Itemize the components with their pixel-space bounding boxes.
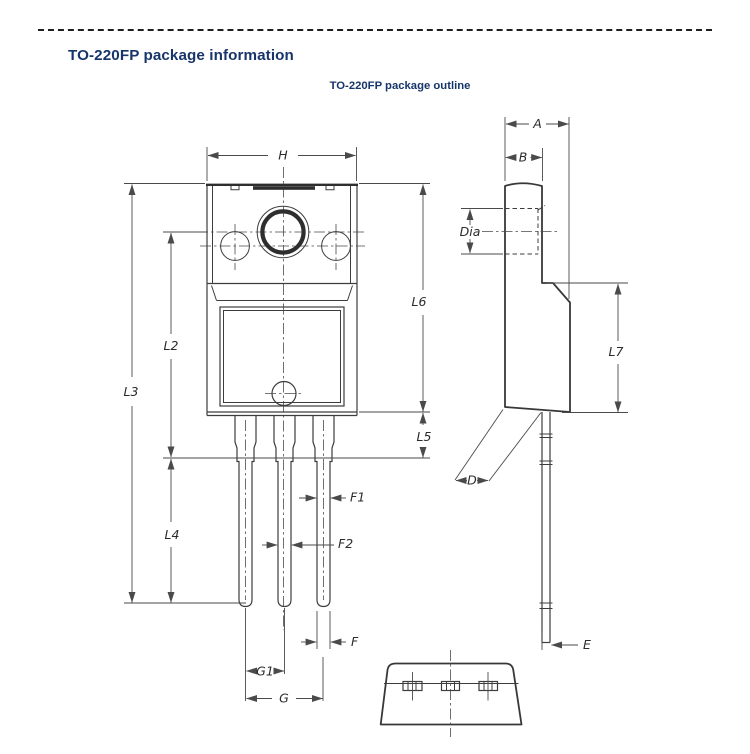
dim-label-l5: L5: [416, 429, 432, 444]
side-lead: [540, 412, 553, 643]
dim-label-dia: Dia: [459, 224, 481, 239]
front-dimensions: [124, 147, 432, 706]
dim-label-h: H: [278, 147, 288, 163]
bottom-view: [381, 650, 522, 737]
mold-face-inner: [224, 311, 341, 403]
tab-notch-left: [231, 186, 239, 190]
dim-label-f2: F2: [338, 536, 354, 551]
dim-label-l6: L6: [411, 294, 427, 309]
lead-2: [274, 416, 295, 607]
front-leads: [235, 416, 334, 607]
dim-label-a: A: [533, 116, 542, 131]
dim-label-l3: L3: [123, 384, 139, 399]
figure-caption: TO-220FP package outline: [329, 80, 471, 92]
page-title: TO-220FP package information: [68, 47, 294, 64]
dim-label-e: E: [583, 637, 591, 652]
dim-label-f: F: [351, 634, 359, 649]
dim-label-g1: G1: [256, 663, 274, 679]
side-body-outline: [482, 183, 570, 642]
front-body-outline: [206, 185, 358, 416]
dim-label-d: D: [467, 472, 477, 488]
dim-label-g: G: [279, 690, 289, 706]
mold-face-outer: [220, 307, 344, 406]
dim-label-l2: L2: [163, 338, 179, 353]
tab-recess-bar: [253, 186, 315, 190]
side-view: [455, 116, 628, 652]
dim-label-l4: L4: [164, 527, 180, 542]
tab-notch-right: [326, 186, 334, 190]
front-view: [124, 147, 432, 706]
bottom-outline: [381, 664, 522, 725]
dim-label-b: B: [518, 149, 528, 165]
dim-label-l7: L7: [608, 344, 624, 359]
dim-label-f1: F1: [350, 489, 366, 505]
